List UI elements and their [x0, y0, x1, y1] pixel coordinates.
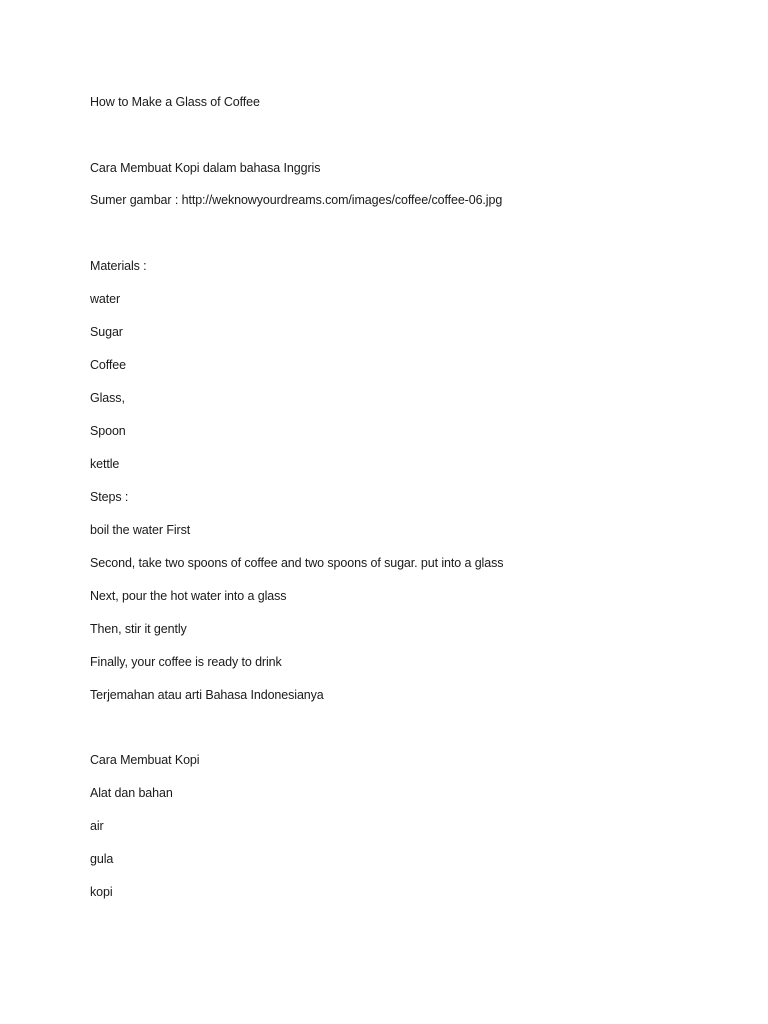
materials-heading: Materials : [90, 259, 147, 273]
id-material-item: kopi [90, 885, 113, 899]
id-materials-heading: Alat dan bahan [90, 786, 173, 800]
id-material-item: gula [90, 852, 114, 866]
step-item: Then, stir it gently [90, 622, 187, 636]
material-item: Spoon [90, 424, 126, 438]
document-subtitle: Cara Membuat Kopi dalam bahasa Inggris [90, 161, 321, 175]
step-item: Next, pour the hot water into a glass [90, 589, 287, 603]
material-item: Coffee [90, 358, 127, 372]
material-item: Sugar [90, 325, 123, 339]
translation-heading: Terjemahan atau arti Bahasa Indonesianya [90, 688, 324, 702]
material-item: kettle [90, 457, 120, 471]
steps-heading: Steps : [90, 490, 129, 504]
material-item: Glass, [90, 391, 125, 405]
step-item: boil the water First [90, 523, 191, 537]
material-item: water [90, 292, 121, 306]
id-title: Cara Membuat Kopi [90, 753, 200, 767]
document-title: How to Make a Glass of Coffee [90, 95, 260, 109]
step-item: Second, take two spoons of coffee and two spoons of sugar. put into a glass [90, 556, 504, 570]
image-source: Sumer gambar : http://weknowyourdreams.com/images/coffee/coffee-06.jpg [90, 193, 503, 207]
step-item: Finally, your coffee is ready to drink [90, 655, 282, 669]
id-material-item: air [90, 819, 104, 833]
